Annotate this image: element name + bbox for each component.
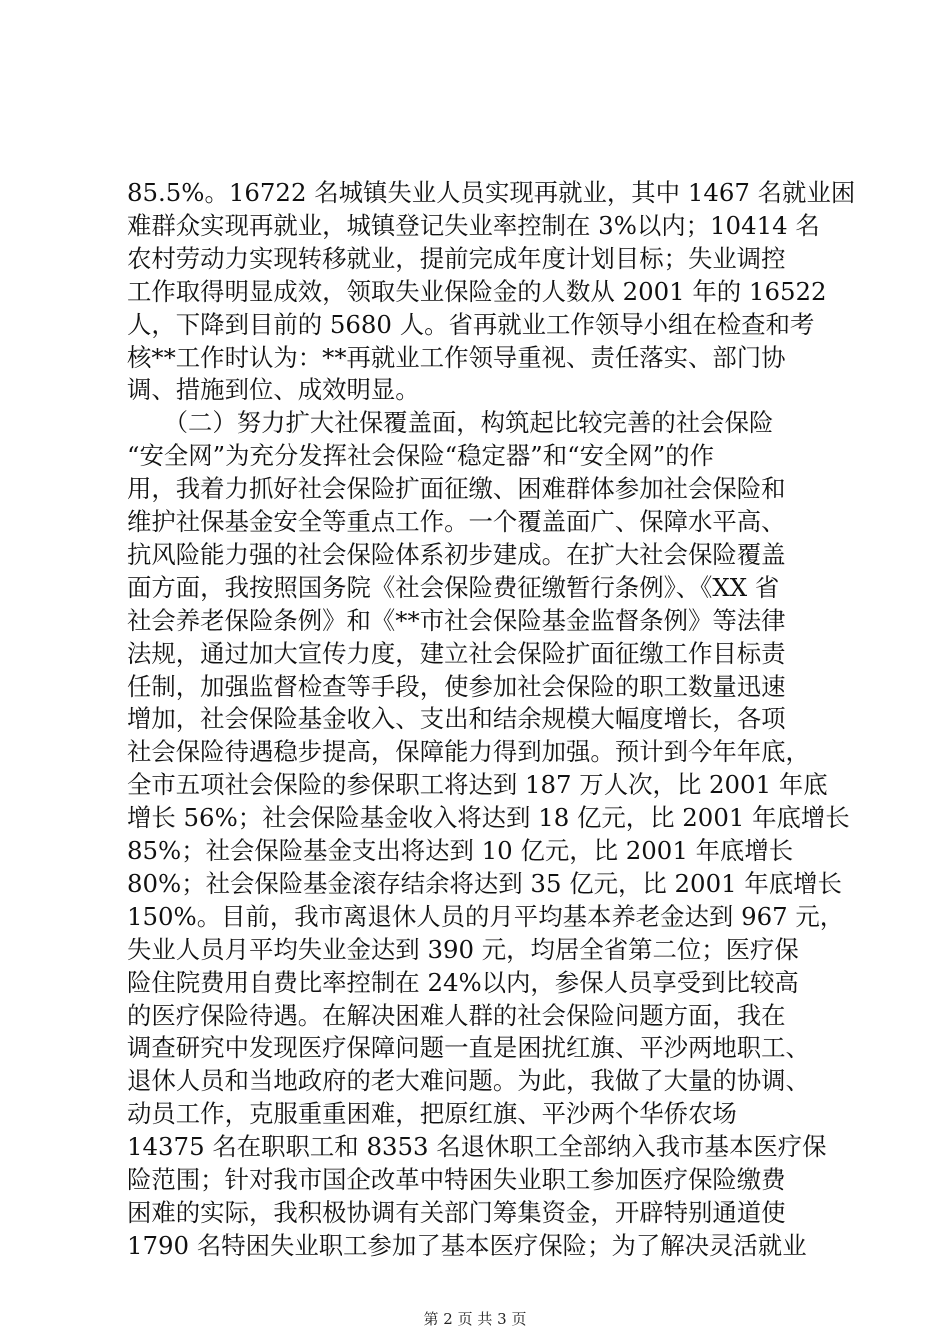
text-line: 动员工作，克服重重困难，把原红旗、平沙两个华侨农场 — [127, 1099, 737, 1129]
text-line: 抗风险能力强的社会保险体系初步建成。在扩大社会保险覆盖 — [127, 539, 786, 569]
text-line: 150%。目前，我市离退休人员的月平均基本养老金达到 967 元， — [127, 901, 845, 931]
text-line: “安全网”为充分发挥社会保险“稳定器”和“安全网”的作 — [127, 441, 715, 471]
text-line: 85.5%。16722 名城镇失业人员实现再就业，其中 1467 名就业困 — [127, 178, 856, 207]
text-line: 退休人员和当地政府的老大难问题。为此，我做了大量的协调、 — [127, 1066, 810, 1096]
text-line: 80%；社会保险基金滚存结余将达到 35 亿元，比 2001 年底增长 — [127, 868, 842, 898]
text-line: 工作取得明显成效，领取失业保险金的人数从 2001 年的 16522 — [127, 276, 827, 306]
text-line: 增长 56%；社会保险基金收入将达到 18 亿元，比 2001 年底增长 — [127, 803, 850, 833]
section-heading-line: （二）努力扩大社保覆盖面，构筑起比较完善的社会保险 — [127, 408, 774, 438]
text-line: 用，我着力抓好社会保险扩面征缴、困难群体参加社会保险和 — [127, 474, 786, 504]
text-line: 难群众实现再就业，城镇登记失业率控制在 3%以内；10414 名 — [127, 210, 820, 240]
text-line: 的医疗保险待遇。在解决困难人群的社会保险问题方面，我在 — [127, 1000, 786, 1030]
text-line: 社会保险待遇稳步提高，保障能力得到加强。预计到今年年底， — [127, 737, 810, 767]
text-line: 1790 名特困失业职工参加了基本医疗保险；为了解决灵活就业 — [127, 1230, 807, 1260]
text-line: 14375 名在职职工和 8353 名退休职工全部纳入我市基本医疗保 — [127, 1132, 827, 1162]
text-line: 农村劳动力实现转移就业，提前完成年度计划目标；失业调控 — [127, 243, 786, 273]
text-line: 社会养老保险条例》和《**市社会保险基金监督条例》等法律 — [127, 605, 786, 635]
text-line: 人，下降到目前的 5680 人。省再就业工作领导小组在检查和考 — [127, 309, 815, 339]
text-line: 调、措施到位、成效明显。 — [127, 375, 420, 405]
text-line: 任制，加强监督检查等手段，使参加社会保险的职工数量迅速 — [127, 671, 786, 701]
text-line: 险范围；针对我市国企改革中特困失业职工参加医疗保险缴费 — [127, 1165, 786, 1194]
text-line: 困难的实际，我积极协调有关部门筹集资金，开辟特别通道使 — [127, 1197, 786, 1227]
text-line: 核**工作时认为：**再就业工作领导重视、责任落实、部门协 — [127, 342, 786, 372]
text-line: 调查研究中发现医疗保障问题一直是困扰红旗、平沙两地职工、 — [127, 1033, 810, 1063]
text-line: 失业人员月平均失业金达到 390 元，均居全省第二位；医疗保 — [127, 934, 799, 964]
text-line: 85%；社会保险基金支出将达到 10 亿元，比 2001 年底增长 — [127, 836, 794, 865]
text-line: 面方面，我按照国务院《社会保险费征缴暂行条例》、《XX 省 — [127, 572, 780, 602]
text-line: 法规，通过加大宣传力度，建立社会保险扩面征缴工作目标责 — [127, 638, 786, 668]
page-footer: 第 2 页 共 3 页 — [423, 1310, 527, 1328]
text-line: 全市五项社会保险的参保职工将达到 187 万人次，比 2001 年底 — [127, 770, 828, 800]
text-line: 维护社保基金安全等重点工作。一个覆盖面广、保障水平高、 — [127, 507, 786, 536]
text-line: 增加，社会保险基金收入、支出和结余规模大幅度增长，各项 — [127, 704, 786, 734]
text-line: 险住院费用自费比率控制在 24%以内，参保人员享受到比较高 — [127, 967, 799, 997]
